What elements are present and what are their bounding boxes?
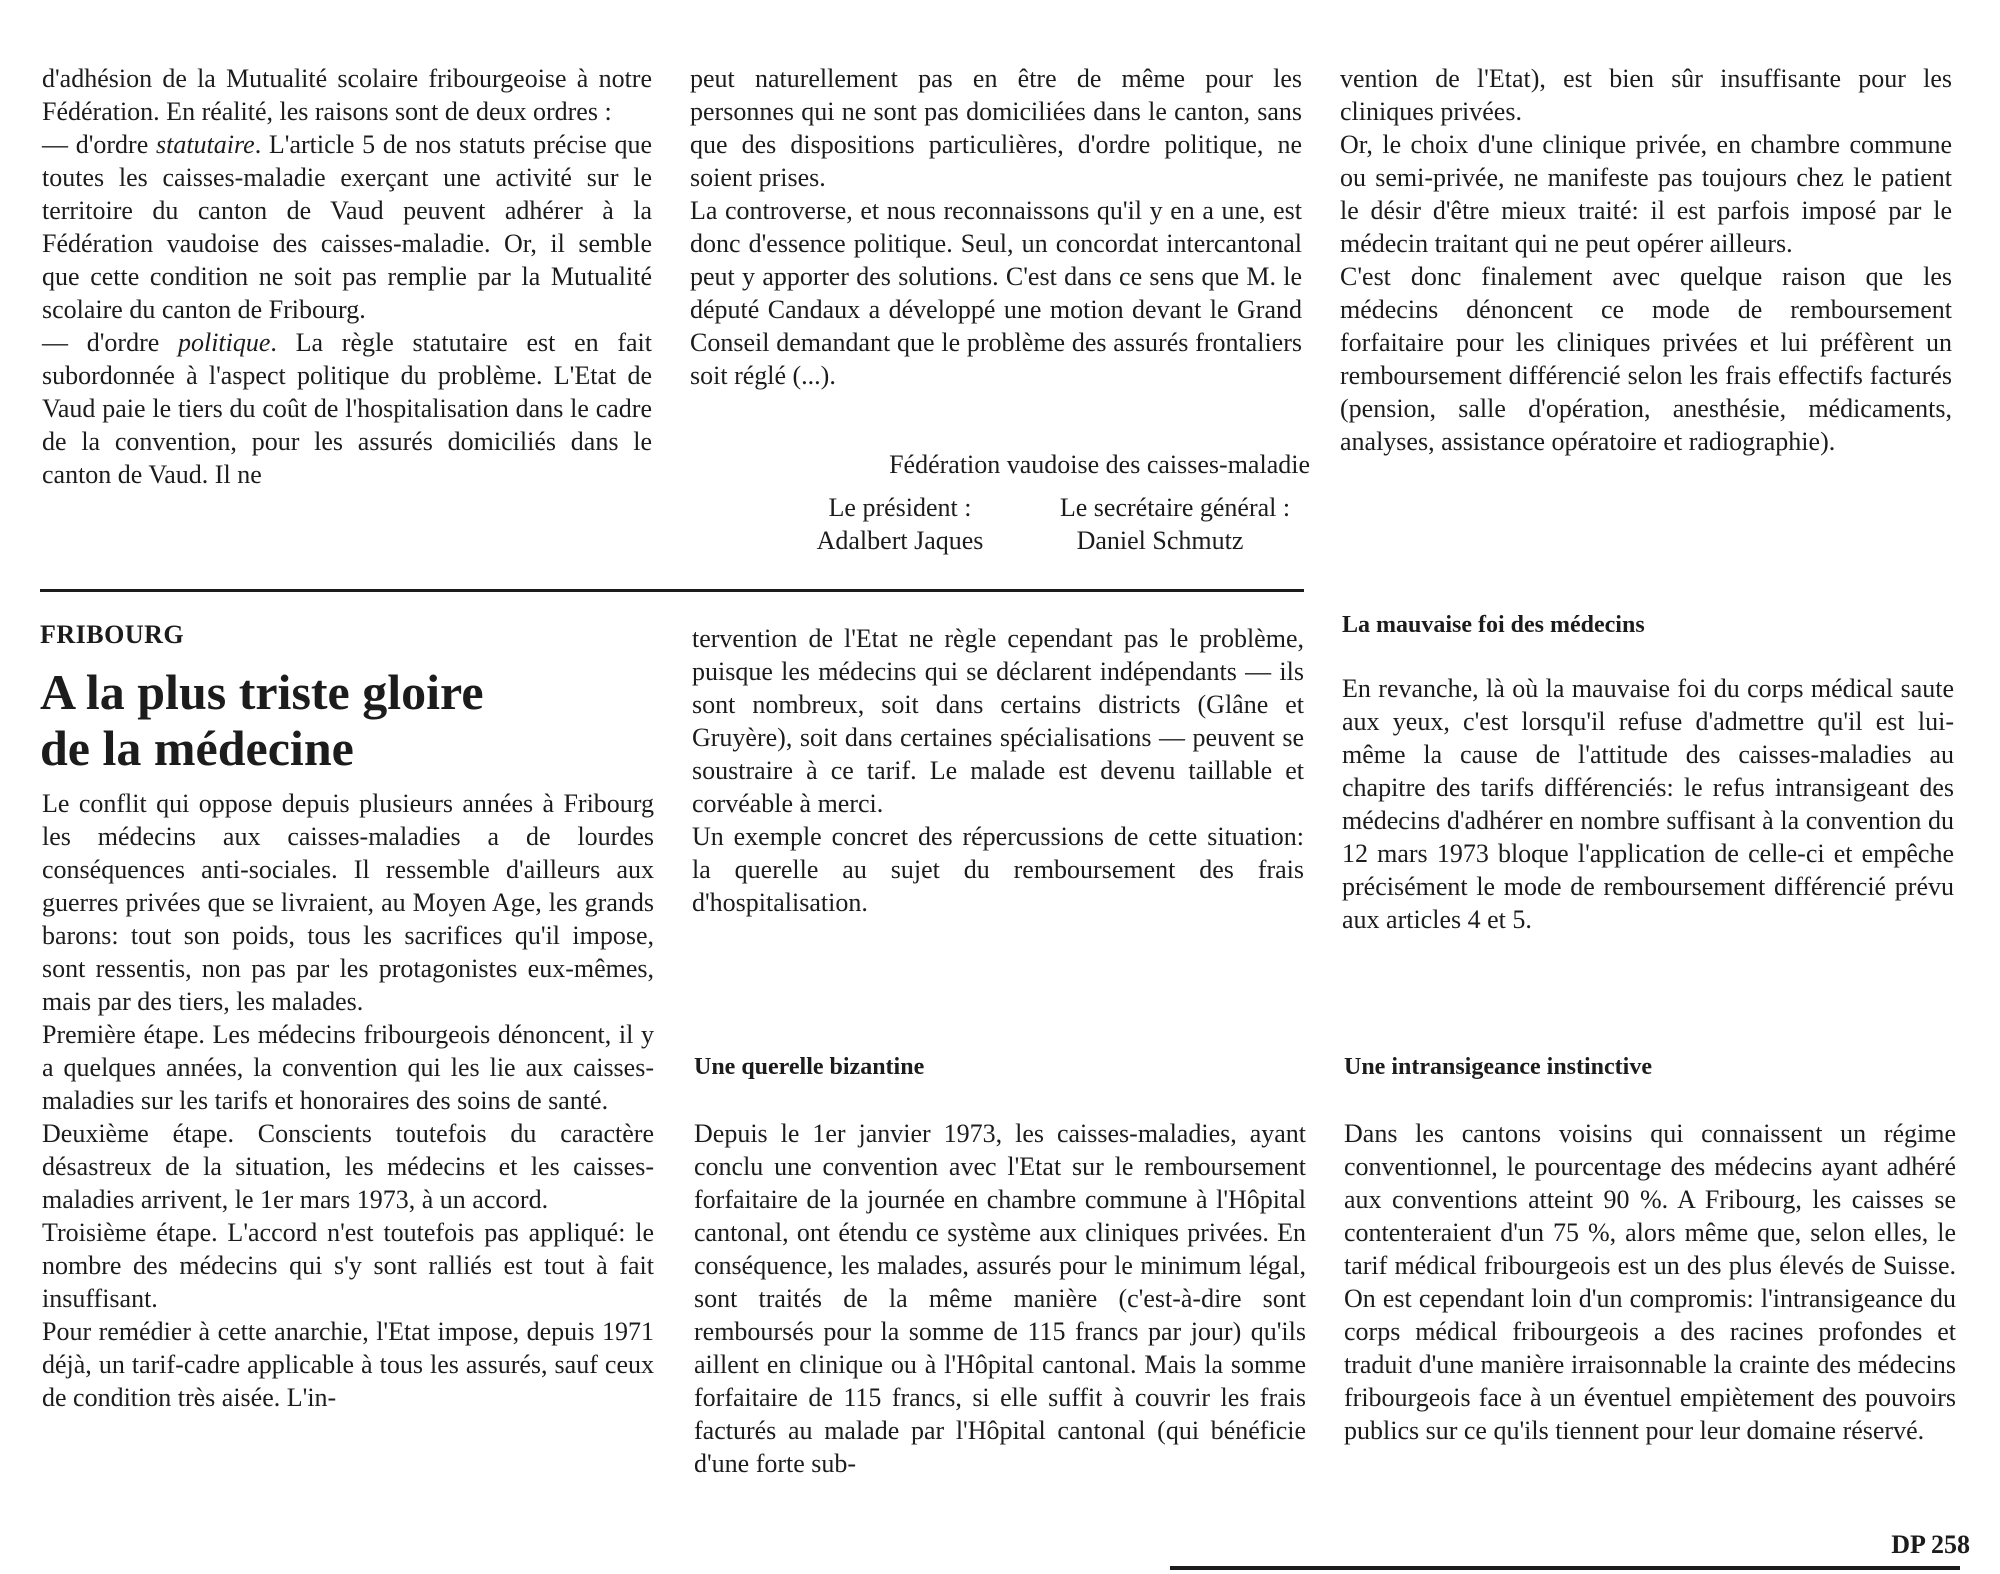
paragraph: Deuxième étape. Conscients toutefois du caractère désastreux de la situation, les médecins et les caisses-maladies arrivent, le 1er mars 1973, à un accord. (42, 1119, 654, 1214)
signature-role-president: Le président : (828, 493, 972, 522)
signature-org: Fédération vaudoise des caisses-maladie (889, 450, 1310, 479)
paragraph: Dans les cantons voisins qui connaissent un régime conventionnel, le pourcentage des médecins ayant adhéré aux conventions atteint 90 %. A Fribourg, les caisses se contenteraient d'un 75 %, alors même que, selon elles, le tarif médical fribourgeois est un des plus élevés de Suisse. On est cependant loin d'un compromis: l'intransigeance du corps médical fribourgeois a des racines profondes et traduit d'une manière irraisonnable la crainte des médecins fribourgeois face à un éventuel empiètement des pouvoirs publics sur ce qu'ils tiennent pour leur domaine réservé. (1344, 1119, 1956, 1445)
paragraph: La controverse, et nous reconnaissons qu'il y en a une, est donc d'essence politique. Seul, un concordat intercantonal peut y apporter des solutions. C'est dans ce sens que M. le député Candaux a développé une motion devant le Grand Conseil demandant que le problème des assurés frontaliers soit réglé (...). (690, 196, 1302, 390)
paragraph: vention de l'Etat), est bien sûr insuffisante pour les cliniques privées. (1340, 64, 1952, 126)
footer-divider (1170, 1566, 1960, 1570)
paragraph: Or, le choix d'une clinique privée, en chambre commune ou semi-privée, ne manifeste pas toujours chez le patient le désir d'être mieux traité: il est parfois imposé par le médecin traitant qui ne peut opérer ailleurs. (1340, 130, 1952, 258)
paragraph: Première étape. Les médecins fribourgeois dénoncent, il y a quelques années, la convention qui les lie aux caisses-maladies sur les tarifs et honoraires des soins de santé. (42, 1020, 654, 1115)
article-header (40, 620, 660, 776)
section-label: FRIBOURG (40, 620, 185, 649)
article-column-3-body-2 (1344, 1117, 1956, 1447)
article-column-2-body (694, 1117, 1306, 1480)
subhead-querelle: Une querelle bizantine (694, 1054, 925, 1080)
subhead-mauvaise-foi: La mauvaise foi des médecins (1342, 612, 1645, 638)
headline-line-1: A la plus triste gloire (40, 664, 484, 720)
article-column-1 (42, 787, 654, 1414)
paragraph: Troisième étape. L'accord n'est toutefois pas appliqué: le nombre des médecins qui s'y sont ralliés est tout à fait insuffisant. (42, 1218, 654, 1313)
top-column-3 (1340, 62, 1952, 458)
article-column-3-body-1 (1342, 672, 1954, 936)
headline-line-2: de la médecine (40, 720, 354, 776)
paragraph: — d'ordre statutaire. L'article 5 de nos statuts précise que toutes les caisses-maladie exerçant une activité sur le territoire du canton de Vaud peuvent adhérer à la Fédération vaudoise des caisses-maladie. Or, il semble que cette condition ne soit pas remplie par la Mutualité scolaire du canton de Fribourg. (42, 130, 653, 324)
paragraph: — d'ordre politique. La règle statutaire est en fait subordonnée à l'aspect politique du problème. L'Etat de Vaud paie le tiers du coût de l'hospitalisation dans le cadre de la convention, pour les assurés domiciliés dans le canton de Vaud. Il ne (42, 328, 652, 489)
paragraph: tervention de l'Etat ne règle cependant pas le problème, puisque les médecins qui se déclarent indépendants — ils sont nombreux, soit dans certains districts (Glâne et Gruyère), soit dans certaines spécialisations — peuvent se soustraire à ce tarif. Le malade est devenu taillable et corvéable à merci. (692, 624, 1304, 818)
page-reference: DP 258 (1891, 1530, 1970, 1559)
paragraph: Le conflit qui oppose depuis plusieurs années à Fribourg les médecins aux caisses-maladies a de lourdes conséquences anti-sociales. Il ressemble d'ailleurs aux guerres privées que se livraient, au Moyen Age, les grands barons: tout son poids, tous les sacrifices qu'il impose, sont ressentis, non pas par les protagonistes eux-mêmes, mais par des tiers, les malades. (42, 789, 654, 1016)
top-column-1 (42, 62, 652, 491)
article-column-2-top (692, 622, 1304, 919)
paragraph: Depuis le 1er janvier 1973, les caisses-maladies, ayant conclu une convention avec l'Etat sur le remboursement forfaitaire de la journée en chambre commune à l'Hôpital cantonal, ont étendu ce système aux cliniques privées. En conséquence, les malades, assurés pour le minimum légal, sont traités de la même manière (c'est-à-dire sont remboursés pour la somme de 115 francs par jour) qu'ils aillent en clinique ou à l'Hôpital cantonal. Mais la somme forfaitaire de 115 francs, si elle suffit à couvrir les frais facturés au malade par l'Hôpital cantonal (qui bénéficie d'une forte sub- (694, 1119, 1306, 1478)
paragraph: Pour remédier à cette anarchie, l'Etat impose, depuis 1971 déjà, un tarif-cadre applicable à tous les assurés, sauf ceux de condition très aisée. L'in- (42, 1317, 654, 1412)
subhead-intransigeance: Une intransigeance instinctive (1344, 1054, 1652, 1080)
section-divider (40, 589, 1304, 592)
signature-role-secretary: Le secrétaire général : (1059, 493, 1291, 522)
paragraph: d'adhésion de la Mutualité scolaire fribourgeoise à notre Fédération. En réalité, les raisons sont de deux ordres : (42, 64, 652, 126)
paragraph: En revanche, là où la mauvaise foi du corps médical saute aux yeux, c'est lorsqu'il refuse d'admettre qu'il est lui-même la cause de l'attitude des caisses-maladies au chapitre des tarifs différenciés: le refus intransigeant des médecins d'adhérer en nombre suffisant à la convention du 12 mars 1973 bloque l'application de celle-ci et empêche précisément le mode de remboursement différencié prévu aux articles 4 et 5. (1342, 674, 1954, 934)
signature-name-secretary: Daniel Schmutz (1076, 526, 1244, 555)
signature-name-president: Adalbert Jaques (816, 526, 984, 555)
paragraph: C'est donc finalement avec quelque raison que les médecins dénoncent ce mode de remboursement forfaitaire pour les cliniques privées et lui préfèrent un remboursement différencié selon les frais effectifs facturés (pension, salle d'opération, anesthésie, médicaments, analyses, assistance opératoire et radiographie). (1340, 262, 1952, 456)
paragraph: Un exemple concret des répercussions de cette situation: la querelle au sujet du remboursement des frais d'hospitalisation. (692, 822, 1304, 917)
paragraph: peut naturellement pas en être de même pour les personnes qui ne sont pas domiciliées dans le canton, sans que des dispositions particulières, d'ordre politique, ne soient prises. (690, 64, 1302, 192)
top-column-2 (690, 62, 1302, 392)
